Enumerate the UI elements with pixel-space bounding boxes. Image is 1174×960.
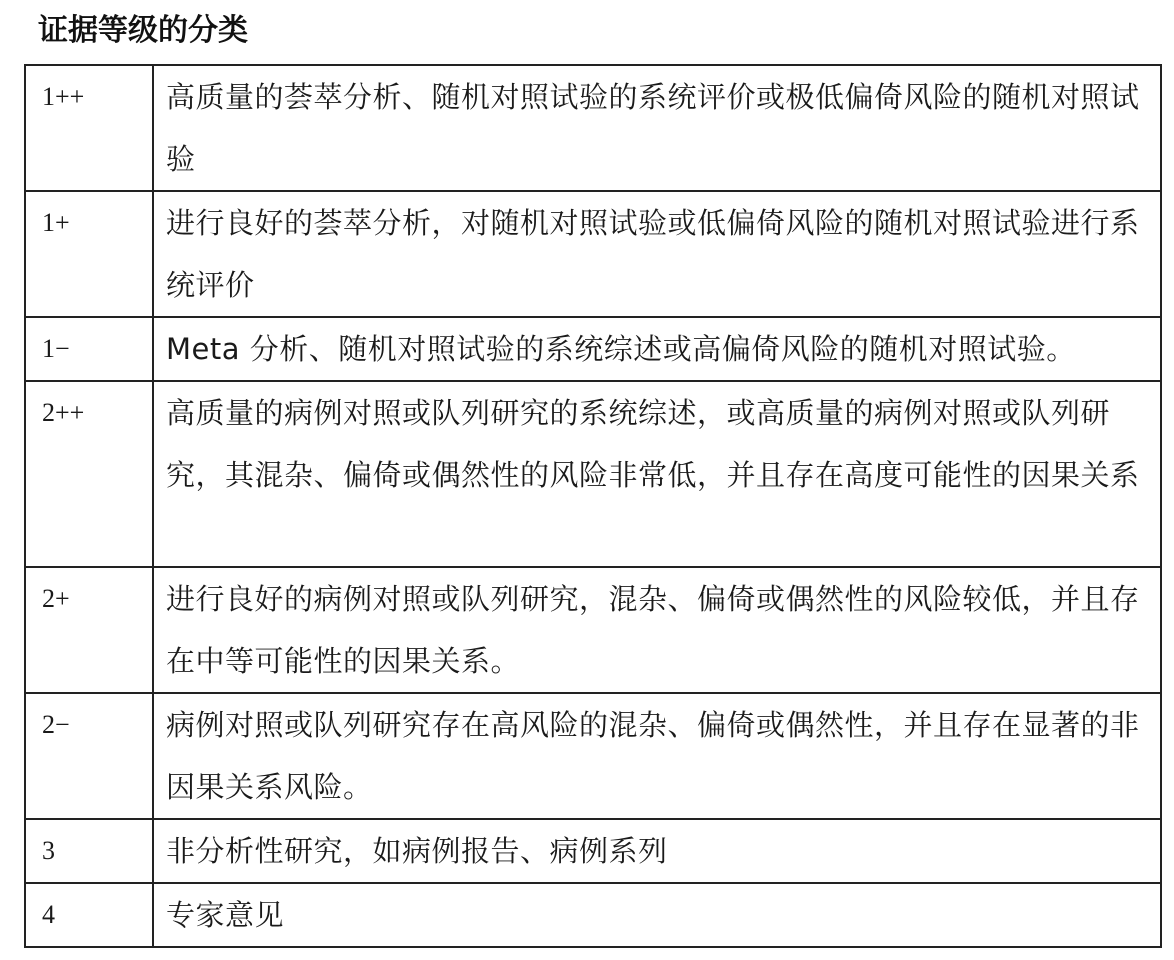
table-row: [25, 65, 1161, 191]
page-title: 证据等级的分类: [38, 13, 248, 48]
evidence-description-cell: 高质量的病例对照或队列研究的系统综述，或高质量的病例对照或队列研究，其混杂、偏倚或偶然性的风险非常低，并且存在高度可能性的因果关系: [153, 381, 1161, 567]
table-row: [25, 693, 1161, 819]
table-row: [25, 819, 1161, 883]
table-row: [25, 567, 1161, 693]
table-row: [25, 317, 1161, 381]
evidence-description-cell: 病例对照或队列研究存在高风险的混杂、偏倚或偶然性，并且存在显著的非因果关系风险。: [153, 693, 1161, 819]
evidence-level-table: [24, 64, 1162, 948]
evidence-description-cell: 进行良好的荟萃分析，对随机对照试验或低偏倚风险的随机对照试验进行系统评价: [153, 191, 1161, 317]
evidence-level-cell: 2++: [25, 381, 153, 567]
evidence-description-cell: 高质量的荟萃分析、随机对照试验的系统评价或极低偏倚风险的随机对照试验: [153, 65, 1161, 191]
evidence-description-cell: 非分析性研究，如病例报告、病例系列: [153, 819, 1161, 883]
evidence-description-cell: 进行良好的病例对照或队列研究，混杂、偏倚或偶然性的风险较低，并且存在中等可能性的因果关系。: [153, 567, 1161, 693]
evidence-description-cell: Meta 分析、随机对照试验的系统综述或高偏倚风险的随机对照试验。: [153, 317, 1161, 381]
evidence-level-cell: 1+: [25, 191, 153, 317]
evidence-description-cell: 专家意见: [153, 883, 1161, 947]
evidence-level-cell: 2−: [25, 693, 153, 819]
table-row: [25, 381, 1161, 567]
evidence-level-cell: 1−: [25, 317, 153, 381]
table-row: [25, 191, 1161, 317]
evidence-level-cell: 2+: [25, 567, 153, 693]
evidence-level-cell: 1++: [25, 65, 153, 191]
evidence-level-cell: 3: [25, 819, 153, 883]
table-row: [25, 883, 1161, 947]
evidence-level-cell: 4: [25, 883, 153, 947]
